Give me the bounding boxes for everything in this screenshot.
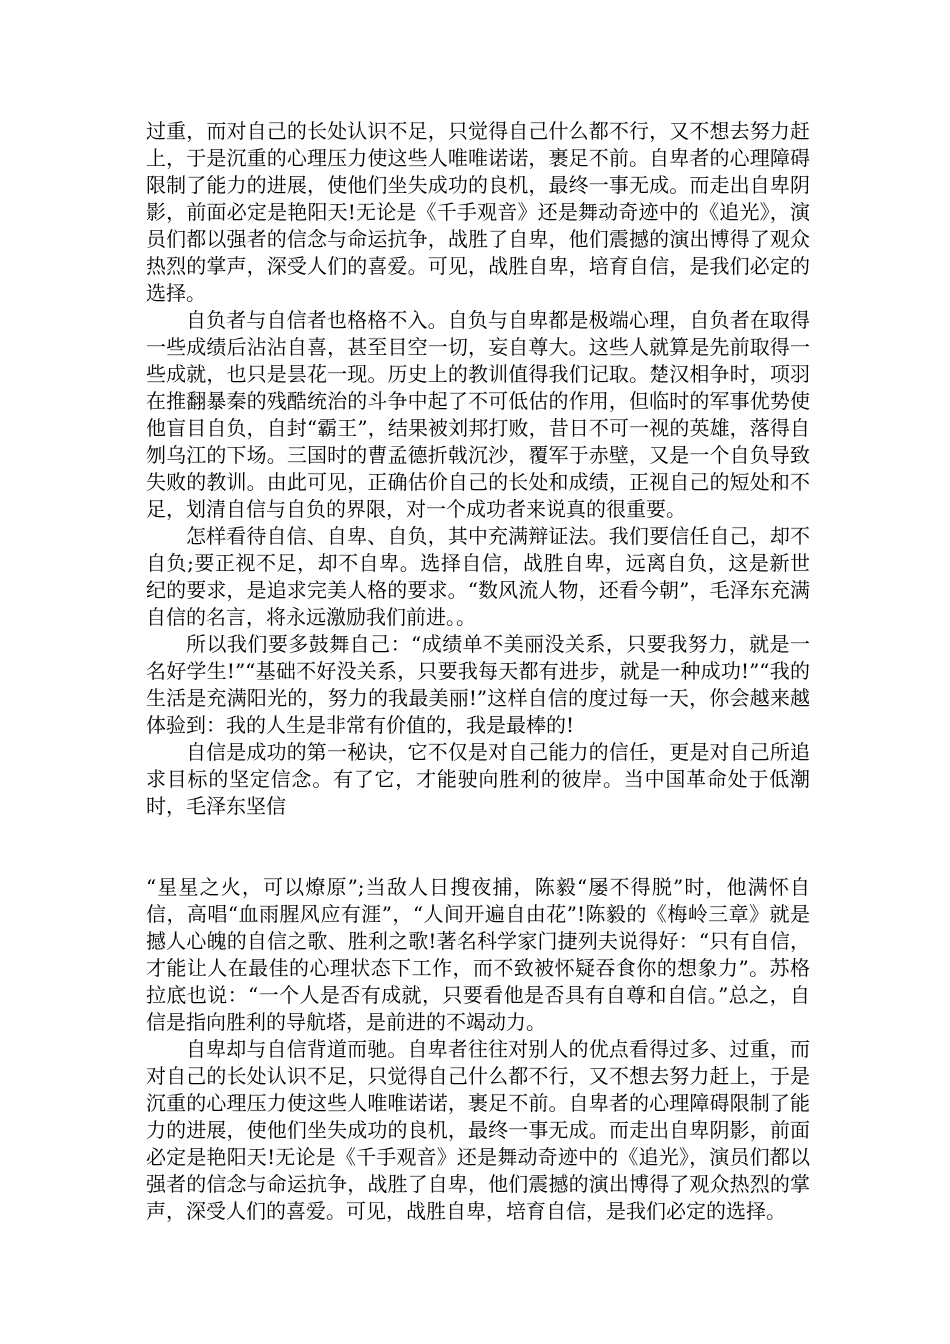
document-page bbox=[146, 118, 810, 1225]
paragraph-gap bbox=[146, 820, 810, 874]
paragraph-continuation: 过重，而对自己的长处认识不足，只觉得自己什么都不行，又不想去努力赶上，于是沉重的心理压力使这些人唯唯诺诺，裹足不前。自卑者的心理障碍限制了能力的进展，使他们坐失成功的良机，最终一事无成。而走出自卑阴影，前面必定是艳阳天!无论是《千手观音》还是舞动奇迹中的《追光》，演员们都以强者的信念与命运抗争，战胜了自卑，他们震撼的演出博得了观众热烈的掌声，深受人们的喜爱。可见，战胜自卑，培育自信，是我们必定的选择。 bbox=[146, 119, 810, 305]
paragraph-arrogance: 自负者与自信者也格格不入。自负与自卑都是极端心理，自负者在取得一些成绩后沾沾自喜，甚至目空一切，妄自尊大。这些人就算是先前取得一些成就，也只是昙花一现。历史上的教训值得我们记取。楚汉相争时，项羽在推翻暴秦的残酷统治的斗争中起了不可低估的作用，但临时的军事优势使他盲目自负，自封“霸王”，结果被刘邦打败，昔日不可一视的英雄，落得自刎乌江的下场。三国时的曹孟德折戟沉沙，覆军于赤壁，又是一个自负导致失败的教训。由此可见，正确估价自己的长处和成绩，正视自己的短处和不足，划清自信与自负的界限，对一个成功者来说真的很重要。 bbox=[146, 308, 810, 521]
paragraph-inferiority: 自卑却与自信背道而驰。自卑者往往对别人的优点看得过多、过重，而对自己的长处认识不足，只觉得自己什么都不行，又不想去努力赶上，于是沉重的心理压力使这些人唯唯诺诺，裹足不前。自卑者的心理障碍限制了能力的进展，使他们坐失成功的良机，最终一事无成。而走出自卑阴影，前面必定是艳阳天!无论是《千手观音》还是舞动奇迹中的《追光》，演员们都以强者的信念与命运抗争，战胜了自卑，他们震撼的演出博得了观众热烈的掌声，深受人们的喜爱。可见，战胜自卑，培育自信，是我们必定的选择。 bbox=[146, 1037, 810, 1223]
paragraph-encouragement: 所以我们要多鼓舞自己：“成绩单不美丽没关系，只要我努力，就是一名好学生!”“基础不好没关系，只要我每天都有进步，就是一种成功!”“我的生活是充满阳光的，努力的我最美丽!”这样自信的度过每一天，你会越来越体验到：我的人生是非常有价值的，我是最棒的! bbox=[146, 632, 810, 737]
paragraph-confidence-secret: 自信是成功的第一秘诀，它不仅是对自己能力的信任，更是对自己所追求目标的坚定信念。有了它，才能驶向胜利的彼岸。当中国革命处于低潮时，毛泽东坚信 bbox=[146, 740, 810, 818]
paragraph-spark-quote: “星星之火，可以燎原”;当敌人日搜夜捕，陈毅“屡不得脱”时，他满怀自信，高唱“血雨腥风应有涯”，“人间开遍自由花”!陈毅的《梅岭三章》就是撼人心魄的自信之歌、胜利之歌!著名科学家门捷列夫说得好：“只有自信，才能让人在最佳的心理状态下工作，而不致被怀疑吞食你的想象力”。苏格拉底也说：“一个人是否有成就，只要看他是否具有自尊和自信。”总之，自信是指向胜利的导航塔，是前进的不竭动力。 bbox=[146, 875, 810, 1034]
paragraph-dialectics: 怎样看待自信、自卑、自负，其中充满辩证法。我们要信任自己，却不自负;要正视不足，却不自卑。选择自信，战胜自卑，远离自负，这是新世纪的要求，是追求完美人格的要求。“数风流人物，还看今朝”，毛泽东充满自信的名言，将永远激励我们前进。。 bbox=[146, 524, 810, 629]
